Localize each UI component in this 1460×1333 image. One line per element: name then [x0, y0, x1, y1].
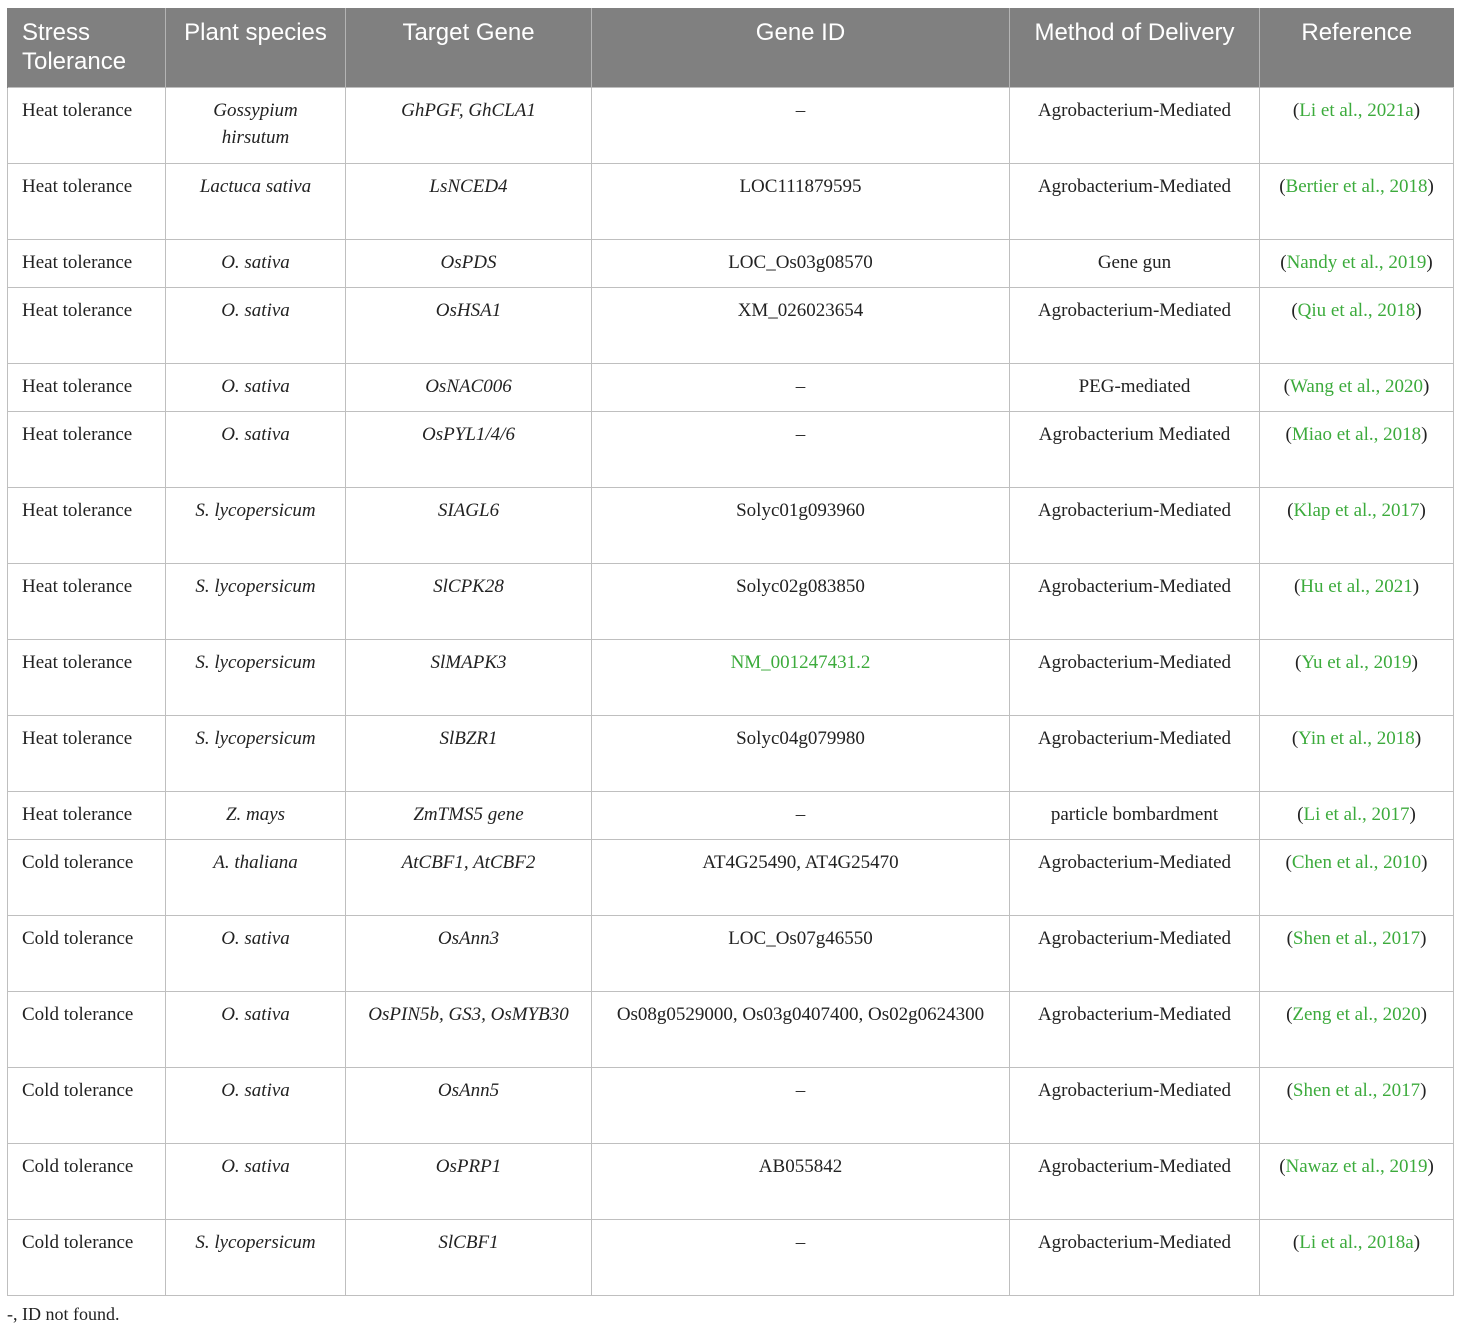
cell-method-of-delivery-text: Agrobacterium-Mediated — [1037, 299, 1232, 321]
cell-plant-species-text: S. lycopersicum — [195, 727, 316, 749]
table-row — [8, 239, 1454, 287]
cell-gene-id[interactable] — [592, 639, 1010, 715]
cell-target-gene — [346, 87, 592, 163]
cell-method-of-delivery-text: Agrobacterium-Mediated — [1037, 1079, 1232, 1101]
cell-gene-id — [592, 915, 1010, 991]
cell-target-gene-text: OsPIN5b, GS3, OsMYB30 — [368, 1003, 569, 1025]
cell-target-gene-text: ZmTMS5 gene — [413, 803, 524, 825]
cell-plant-species-text: Z. mays — [225, 803, 286, 825]
cell-gene-id-text: Solyc04g079980 — [736, 727, 865, 749]
cell-plant-species — [166, 163, 346, 239]
cell-stress-tolerance — [8, 287, 166, 363]
header-stress-tolerance: Stress Tolerance — [8, 8, 166, 87]
cell-plant-species-text: O. sativa — [221, 1003, 290, 1025]
cell-target-gene-text: GhPGF, GhCLA1 — [401, 99, 536, 121]
cell-plant-species-text: O. sativa — [221, 423, 290, 445]
reference-link[interactable]: Shen et al., 2017 — [1292, 1079, 1421, 1101]
reference-link[interactable]: Nawaz et al., 2019 — [1285, 1155, 1428, 1177]
cell-method-of-delivery — [1010, 239, 1260, 287]
cell-gene-id — [592, 287, 1010, 363]
cell-stress-tolerance-text: Heat tolerance — [22, 651, 133, 673]
cell-stress-tolerance — [8, 87, 166, 163]
cell-stress-tolerance-text: Cold tolerance — [22, 1003, 134, 1025]
cell-reference: (Yu et al., 2019) — [1260, 639, 1454, 715]
cell-stress-tolerance — [8, 839, 166, 915]
cell-plant-species — [166, 1067, 346, 1143]
cell-method-of-delivery-text: particle bombardment — [1050, 803, 1219, 825]
reference-link[interactable]: Bertier et al., 2018 — [1285, 175, 1428, 197]
cell-stress-tolerance — [8, 239, 166, 287]
table-row — [8, 915, 1454, 991]
table-row — [8, 991, 1454, 1067]
cell-gene-id — [592, 1067, 1010, 1143]
cell-gene-id-text: – — [795, 1231, 806, 1253]
cell-target-gene-text: LsNCED4 — [429, 175, 508, 197]
cell-plant-species-text: S. lycopersicum — [195, 499, 316, 521]
cell-reference: (Li et al., 2018a) — [1260, 1219, 1454, 1295]
cell-gene-id-text: LOC_Os03g08570 — [728, 251, 873, 273]
cell-method-of-delivery — [1010, 791, 1260, 839]
cell-plant-species — [166, 87, 346, 163]
cell-method-of-delivery — [1010, 715, 1260, 791]
cell-reference: (Wang et al., 2020) — [1260, 363, 1454, 411]
cell-gene-id — [592, 839, 1010, 915]
cell-plant-species-text: O. sativa — [221, 1079, 290, 1101]
cell-method-of-delivery — [1010, 563, 1260, 639]
cell-plant-species — [166, 715, 346, 791]
table-row — [8, 87, 1454, 163]
table-row — [8, 639, 1454, 715]
reference-link[interactable]: Yu et al., 2019 — [1301, 651, 1412, 673]
cell-stress-tolerance — [8, 1067, 166, 1143]
cell-gene-id-text[interactable]: NM_001247431.2 — [730, 651, 871, 673]
cell-plant-species-text: Lactuca sativa — [199, 175, 312, 197]
cell-method-of-delivery — [1010, 411, 1260, 487]
cell-plant-species — [166, 239, 346, 287]
cell-plant-species — [166, 915, 346, 991]
cell-method-of-delivery — [1010, 163, 1260, 239]
cell-method-of-delivery — [1010, 87, 1260, 163]
cell-method-of-delivery-text: Agrobacterium-Mediated — [1037, 927, 1232, 949]
cell-gene-id — [592, 563, 1010, 639]
cell-plant-species-text: O. sativa — [221, 251, 290, 273]
cell-plant-species — [166, 287, 346, 363]
cell-stress-tolerance-text: Heat tolerance — [22, 423, 133, 445]
cell-target-gene — [346, 915, 592, 991]
cell-stress-tolerance-text: Heat tolerance — [22, 299, 133, 321]
cell-gene-id — [592, 239, 1010, 287]
cell-reference: (Li et al., 2017) — [1260, 791, 1454, 839]
cell-reference: (Nandy et al., 2019) — [1260, 239, 1454, 287]
table-container — [7, 8, 1453, 1296]
cell-target-gene — [346, 411, 592, 487]
table-row — [8, 287, 1454, 363]
cell-target-gene — [346, 639, 592, 715]
cell-gene-id-text: Os08g0529000, Os03g0407400, Os02g0624300 — [616, 1003, 985, 1025]
cell-method-of-delivery — [1010, 487, 1260, 563]
table-row — [8, 715, 1454, 791]
cell-reference: (Nawaz et al., 2019) — [1260, 1143, 1454, 1219]
cell-stress-tolerance-text: Cold tolerance — [22, 1231, 134, 1253]
cell-target-gene — [346, 287, 592, 363]
reference-link[interactable]: Chen et al., 2010 — [1291, 851, 1422, 873]
cell-gene-id-text: – — [795, 423, 806, 445]
table-row — [8, 1067, 1454, 1143]
cell-target-gene — [346, 715, 592, 791]
cell-target-gene-text: SlCPK28 — [433, 575, 504, 597]
cell-stress-tolerance-text: Heat tolerance — [22, 375, 133, 397]
cell-stress-tolerance-text: Heat tolerance — [22, 175, 133, 197]
cell-method-of-delivery — [1010, 1143, 1260, 1219]
cell-reference: (Bertier et al., 2018) — [1260, 163, 1454, 239]
reference-link[interactable]: Hu et al., 2021 — [1300, 575, 1413, 597]
cell-stress-tolerance — [8, 363, 166, 411]
cell-plant-species-text: Gossypium hirsutum — [213, 99, 298, 148]
cell-reference: (Chen et al., 2010) — [1260, 839, 1454, 915]
cell-target-gene — [346, 839, 592, 915]
cell-target-gene — [346, 239, 592, 287]
cell-plant-species — [166, 791, 346, 839]
cell-gene-id — [592, 363, 1010, 411]
reference-link[interactable]: Wang et al., 2020 — [1289, 375, 1424, 397]
cell-method-of-delivery — [1010, 1219, 1260, 1295]
cell-stress-tolerance — [8, 487, 166, 563]
cell-target-gene — [346, 363, 592, 411]
cell-gene-id-text: AB055842 — [758, 1155, 843, 1177]
cell-target-gene-text: AtCBF1, AtCBF2 — [401, 851, 536, 873]
cell-reference: (Klap et al., 2017) — [1260, 487, 1454, 563]
cell-stress-tolerance-text: Cold tolerance — [22, 851, 134, 873]
cell-reference: (Shen et al., 2017) — [1260, 1067, 1454, 1143]
cell-stress-tolerance-text: Heat tolerance — [22, 251, 133, 273]
cell-method-of-delivery-text: Agrobacterium-Mediated — [1037, 99, 1232, 121]
cell-plant-species-text: O. sativa — [221, 299, 290, 321]
cell-stress-tolerance — [8, 1143, 166, 1219]
cell-plant-species-text: S. lycopersicum — [195, 651, 316, 673]
cell-gene-id — [592, 411, 1010, 487]
cell-gene-id — [592, 715, 1010, 791]
cell-target-gene — [346, 1067, 592, 1143]
header-plant-species: Plant species — [166, 8, 346, 87]
cell-plant-species — [166, 1219, 346, 1295]
cell-target-gene-text: OsAnn5 — [437, 1079, 500, 1101]
table-footnote: -, ID not found. — [7, 1304, 120, 1324]
cell-target-gene — [346, 163, 592, 239]
cell-target-gene — [346, 563, 592, 639]
cell-reference: (Hu et al., 2021) — [1260, 563, 1454, 639]
reference-link[interactable]: Yin et al., 2018 — [1298, 727, 1415, 749]
cell-gene-id — [592, 791, 1010, 839]
cell-method-of-delivery — [1010, 363, 1260, 411]
cell-stress-tolerance — [8, 411, 166, 487]
cell-target-gene-text: OsPDS — [440, 251, 497, 273]
table-row — [8, 363, 1454, 411]
cell-gene-id — [592, 163, 1010, 239]
cell-target-gene-text: OsAnn3 — [437, 927, 500, 949]
cell-plant-species — [166, 839, 346, 915]
cell-reference: (Qiu et al., 2018) — [1260, 287, 1454, 363]
cell-method-of-delivery-text: Agrobacterium-Mediated — [1037, 499, 1232, 521]
cell-gene-id-text: – — [795, 1079, 806, 1101]
cell-method-of-delivery-text: Agrobacterium-Mediated — [1037, 175, 1232, 197]
cell-plant-species — [166, 1143, 346, 1219]
cell-stress-tolerance-text: Heat tolerance — [22, 727, 133, 749]
table-body — [8, 87, 1454, 1295]
cell-target-gene-text: SIAGL6 — [437, 499, 500, 521]
cell-method-of-delivery — [1010, 839, 1260, 915]
stress-tolerance-table — [7, 8, 1454, 1296]
reference-link[interactable]: Li et al., 2021a — [1299, 99, 1414, 121]
cell-target-gene-text: OsHSA1 — [435, 299, 502, 321]
cell-method-of-delivery — [1010, 287, 1260, 363]
cell-gene-id-text: XM_026023654 — [737, 299, 864, 321]
cell-target-gene-text: OsPRP1 — [435, 1155, 502, 1177]
cell-gene-id-text: – — [795, 99, 806, 121]
table-row — [8, 563, 1454, 639]
cell-plant-species — [166, 411, 346, 487]
cell-stress-tolerance — [8, 1219, 166, 1295]
cell-gene-id — [592, 487, 1010, 563]
reference-link[interactable]: Zeng et al., 2020 — [1292, 1003, 1421, 1025]
reference-link[interactable]: Li et al., 2017 — [1303, 803, 1410, 825]
cell-reference: (Shen et al., 2017) — [1260, 915, 1454, 991]
cell-plant-species — [166, 563, 346, 639]
cell-target-gene — [346, 1219, 592, 1295]
cell-gene-id — [592, 991, 1010, 1067]
cell-target-gene-text: OsPYL1/4/6 — [422, 423, 515, 445]
cell-plant-species-text: A. thaliana — [213, 851, 298, 873]
cell-gene-id-text: – — [795, 803, 806, 825]
header-target-gene: Target Gene — [346, 8, 592, 87]
header-gene-id: Gene ID — [592, 8, 1010, 87]
cell-target-gene-text: SlMAPK3 — [430, 651, 507, 673]
cell-method-of-delivery-text: Agrobacterium-Mediated — [1037, 1003, 1232, 1025]
cell-method-of-delivery-text: Agrobacterium Mediated — [1038, 423, 1231, 445]
cell-gene-id — [592, 1219, 1010, 1295]
header-row — [8, 8, 1454, 87]
cell-stress-tolerance — [8, 163, 166, 239]
cell-plant-species — [166, 363, 346, 411]
cell-reference: (Miao et al., 2018) — [1260, 411, 1454, 487]
cell-plant-species-text: O. sativa — [221, 1155, 290, 1177]
table-row — [8, 1219, 1454, 1295]
reference-link[interactable]: Shen et al., 2017 — [1292, 927, 1421, 949]
cell-stress-tolerance-text: Heat tolerance — [22, 575, 133, 597]
cell-target-gene — [346, 991, 592, 1067]
cell-stress-tolerance-text: Heat tolerance — [22, 803, 133, 825]
cell-stress-tolerance — [8, 563, 166, 639]
cell-stress-tolerance — [8, 639, 166, 715]
cell-plant-species-text: O. sativa — [221, 375, 290, 397]
cell-target-gene — [346, 791, 592, 839]
cell-gene-id-text: LOC111879595 — [739, 175, 862, 197]
cell-plant-species-text: S. lycopersicum — [195, 1231, 316, 1253]
cell-target-gene — [346, 487, 592, 563]
cell-gene-id-text: AT4G25490, AT4G25470 — [702, 851, 899, 873]
cell-stress-tolerance — [8, 715, 166, 791]
cell-method-of-delivery-text: PEG-mediated — [1078, 375, 1191, 397]
cell-stress-tolerance-text: Heat tolerance — [22, 499, 133, 521]
cell-method-of-delivery — [1010, 639, 1260, 715]
cell-method-of-delivery — [1010, 1067, 1260, 1143]
cell-stress-tolerance — [8, 791, 166, 839]
reference-link[interactable]: Qiu et al., 2018 — [1297, 299, 1416, 321]
cell-method-of-delivery-text: Agrobacterium-Mediated — [1037, 575, 1232, 597]
cell-plant-species — [166, 487, 346, 563]
header-reference: Reference — [1260, 8, 1454, 87]
cell-plant-species-text: O. sativa — [221, 927, 290, 949]
cell-method-of-delivery-text: Agrobacterium-Mediated — [1037, 1155, 1232, 1177]
cell-method-of-delivery — [1010, 915, 1260, 991]
table-row — [8, 839, 1454, 915]
table-row — [8, 163, 1454, 239]
cell-stress-tolerance-text: Cold tolerance — [22, 1155, 134, 1177]
cell-reference: (Yin et al., 2018) — [1260, 715, 1454, 791]
cell-target-gene-text: SlCBF1 — [438, 1231, 499, 1253]
reference-link[interactable]: Miao et al., 2018 — [1291, 423, 1422, 445]
cell-method-of-delivery-text: Gene gun — [1097, 251, 1172, 273]
cell-target-gene-text: OsNAC006 — [425, 375, 512, 397]
reference-link[interactable]: Nandy et al., 2019 — [1286, 251, 1427, 273]
cell-target-gene-text: SlBZR1 — [439, 727, 498, 749]
cell-stress-tolerance-text: Cold tolerance — [22, 927, 134, 949]
cell-reference: (Zeng et al., 2020) — [1260, 991, 1454, 1067]
cell-stress-tolerance — [8, 991, 166, 1067]
cell-stress-tolerance — [8, 915, 166, 991]
cell-plant-species-text: S. lycopersicum — [195, 575, 316, 597]
cell-gene-id-text: Solyc01g093960 — [736, 499, 865, 521]
cell-gene-id — [592, 1143, 1010, 1219]
table-row — [8, 791, 1454, 839]
cell-method-of-delivery-text: Agrobacterium-Mediated — [1037, 727, 1232, 749]
cell-stress-tolerance-text: Cold tolerance — [22, 1079, 134, 1101]
cell-gene-id-text: Solyc02g083850 — [736, 575, 865, 597]
cell-method-of-delivery-text: Agrobacterium-Mediated — [1037, 851, 1232, 873]
cell-plant-species — [166, 639, 346, 715]
cell-gene-id — [592, 87, 1010, 163]
reference-link[interactable]: Klap et al., 2017 — [1293, 499, 1420, 521]
cell-stress-tolerance-text: Heat tolerance — [22, 99, 133, 121]
cell-gene-id-text: – — [795, 375, 806, 397]
table-row — [8, 1143, 1454, 1219]
table-row — [8, 487, 1454, 563]
cell-method-of-delivery — [1010, 991, 1260, 1067]
reference-link[interactable]: Li et al., 2018a — [1299, 1231, 1414, 1253]
cell-gene-id-text: LOC_Os07g46550 — [728, 927, 873, 949]
cell-plant-species — [166, 991, 346, 1067]
cell-reference: (Li et al., 2021a) — [1260, 87, 1454, 163]
cell-method-of-delivery-text: Agrobacterium-Mediated — [1037, 651, 1232, 673]
table-row — [8, 411, 1454, 487]
header-method-of-delivery: Method of Delivery — [1010, 8, 1260, 87]
cell-target-gene — [346, 1143, 592, 1219]
cell-method-of-delivery-text: Agrobacterium-Mediated — [1037, 1231, 1232, 1253]
